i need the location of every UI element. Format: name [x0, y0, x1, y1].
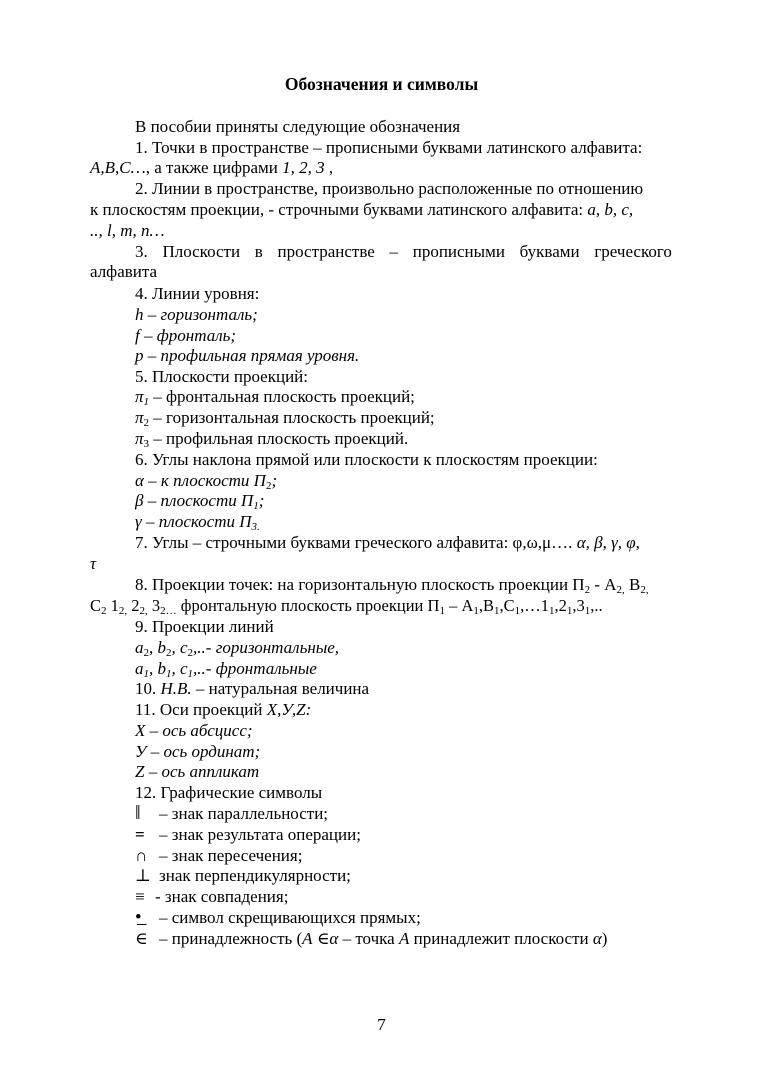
item10-num: 10.	[135, 679, 157, 698]
item3-word: в	[254, 242, 263, 261]
symbol-row-skew	[135, 907, 421, 928]
symbol-row-parallel	[135, 803, 328, 824]
item6-gamma	[135, 511, 260, 532]
item9-sub: 2	[166, 647, 172, 659]
symbol-text: – знак результата операции;	[159, 825, 361, 844]
item8-list: ,С	[499, 596, 515, 615]
intersection-icon: ∩	[135, 846, 148, 865]
item3-word: прописными	[412, 242, 505, 261]
item3-word: греческого	[594, 242, 672, 261]
item8-sub: 1	[584, 605, 591, 617]
item4-f	[135, 325, 236, 346]
item11-axes: X,У,Z:	[266, 700, 312, 719]
gamma-subscript: 3.	[251, 521, 260, 533]
item9-var: a	[135, 638, 144, 657]
symbol-row-result	[135, 824, 361, 845]
item6-beta	[135, 490, 264, 511]
identical-icon: ≡	[135, 887, 145, 906]
item9-horizontal	[135, 637, 339, 658]
item8-one: 1	[106, 596, 119, 615]
item9-var: , c	[171, 638, 188, 657]
alpha-subscript: 2	[265, 480, 272, 492]
pi-symbol: π	[135, 429, 144, 448]
item7-line2	[90, 553, 96, 574]
symbol-text: - знак совпадения;	[155, 887, 289, 906]
item10-line	[135, 678, 369, 699]
beta-subscript: 1	[253, 500, 259, 512]
item11-heading	[135, 699, 311, 720]
parallel-icon: ‖	[135, 802, 141, 824]
item3-word: –	[389, 242, 399, 261]
pi1-text: – фронтальная плоскость проекций;	[149, 387, 415, 406]
item8-sub: 2,	[640, 584, 649, 596]
item2-line3	[90, 220, 165, 241]
beta-text: β – плоскости П	[135, 491, 254, 510]
item8-list: ,…1	[520, 596, 550, 615]
skew-lines-icon: •̲	[135, 907, 142, 928]
item8-sub: 1	[439, 605, 445, 617]
item11-y-text: У – ось ординат;	[135, 742, 261, 761]
gamma-text: γ – плоскости П	[135, 512, 252, 531]
symbol-text: – знак параллельности;	[159, 804, 329, 823]
beta-end: ;	[258, 491, 265, 510]
item4-f-text: f – фронталь;	[135, 326, 237, 345]
item1-letters: A,B,C…	[90, 158, 146, 177]
symbol-text: знак перпендикулярности;	[159, 866, 351, 885]
item8-list: ,3	[572, 596, 585, 615]
item2-letters: a, b, c,	[587, 200, 634, 219]
item11-heading-text: 11. Оси проекций	[135, 700, 263, 719]
equals-icon: =	[135, 825, 145, 844]
item9-sub: 2	[187, 647, 194, 659]
element-of-icon: ∈	[316, 929, 330, 948]
item8-two: 2	[127, 596, 140, 615]
pi1-subscript: 1	[143, 396, 150, 408]
item9-sub: 2	[143, 647, 149, 659]
item1-mid: , а также цифрами	[145, 158, 278, 177]
symbol-row-intersection	[135, 845, 302, 866]
item1-line1: 1. Точки в пространстве – прописными буквами латинского алфавита:	[135, 138, 643, 157]
membership-text: )	[601, 929, 608, 948]
item8-sub: 2,	[139, 605, 148, 617]
item5-pi3	[135, 428, 408, 449]
item10-text: – натуральная величина	[195, 679, 370, 698]
item8-sub: 2	[101, 605, 107, 617]
item8-c: С	[90, 596, 102, 615]
item8-tail: ,..	[590, 596, 603, 615]
pi2-text: – горизонтальная плоскость проекций;	[149, 408, 435, 427]
item8-list: – А	[444, 596, 474, 615]
item5-pi2	[135, 407, 435, 428]
item7-tau: τ	[90, 554, 97, 573]
item8-sub: 2	[584, 584, 591, 596]
item8-text: 8. Проекции точек: на горизонтальную плоскость проекции П	[135, 575, 585, 594]
item2-line2	[90, 199, 633, 220]
item6-heading: 6. Углы наклона прямой или плоскости к плоскостям проекции:	[135, 450, 598, 469]
item5-heading: 5. Плоскости проекций:	[135, 367, 308, 386]
item11-x	[135, 720, 253, 741]
item9-h-text: ,..- горизонтальные,	[193, 638, 340, 657]
element-of-icon: ∈	[135, 929, 148, 948]
item4-p-text: p – профильная прямая уровня.	[135, 346, 360, 365]
pi3-text: – профильная плоскость проекций.	[149, 429, 409, 448]
item9-heading: 9. Проекции линий	[135, 617, 274, 636]
item8-line1	[135, 574, 649, 595]
item9-sub: 1	[166, 668, 172, 680]
item4-h	[135, 304, 258, 325]
item4-h-text: h – горизонталь;	[135, 305, 258, 324]
item4-heading: 4. Линии уровня:	[135, 284, 260, 303]
item2-line3-letters: .., l, m, n…	[90, 221, 165, 240]
item8-line2	[90, 595, 603, 616]
page-number: 7	[377, 1015, 386, 1034]
membership-var: α	[329, 929, 339, 948]
item9-var: , c	[171, 659, 188, 678]
item3-line1	[135, 241, 672, 262]
alpha-text: α – к плоскости П	[135, 471, 266, 490]
membership-var: α	[592, 929, 602, 948]
item9-var: a	[135, 659, 144, 678]
membership-text: – точка	[338, 929, 399, 948]
item8-sub: 2,	[616, 584, 625, 596]
pi2-subscript: 2	[143, 417, 150, 429]
symbol-row-perpendicular	[135, 865, 351, 886]
item8-sub: 1	[494, 605, 500, 617]
item8-list: ,В	[478, 596, 494, 615]
symbol-row-membership	[135, 928, 607, 949]
item1-line2	[90, 157, 333, 178]
item5-pi1	[135, 386, 415, 407]
item7-text: 7. Углы – строчными буквами греческого алфавита: φ,ω,μ….	[135, 533, 573, 552]
item8-sub: 1	[566, 605, 573, 617]
symbol-text: – символ скрещивающихся прямых;	[159, 908, 421, 927]
pi-symbol: π	[135, 387, 144, 406]
item8-list: ,2	[554, 596, 567, 615]
membership-text: – принадлежность (	[159, 929, 303, 948]
item1-digits: 1, 2, 3	[282, 158, 325, 177]
item9-f-text: ,..- фронтальные	[193, 659, 317, 678]
item9-sub: 1	[187, 668, 194, 680]
membership-var: А	[398, 929, 410, 948]
page-title: Обозначения и символы	[284, 74, 479, 94]
item10-abbr: Н.В.	[160, 679, 192, 698]
item8-line2-text: фронтальную плоскость проекции П	[176, 596, 440, 615]
membership-text: принадлежит плоскости	[409, 929, 593, 948]
item11-z-text: Z – ось аппликат	[135, 762, 260, 781]
item9-frontal	[135, 658, 317, 679]
item3-word: пространстве	[277, 242, 375, 261]
pi3-subscript: 3	[143, 438, 150, 450]
item4-p	[135, 345, 359, 366]
item3-word: буквами	[519, 242, 580, 261]
item7-line1	[135, 532, 640, 553]
item11-x-text: X – ось абсцисс;	[135, 721, 253, 740]
item3-word: 3.	[135, 242, 148, 261]
item9-var: , b	[149, 659, 166, 678]
perpendicular-icon: ⊥	[135, 866, 151, 885]
item3-line2: алфавита	[90, 262, 158, 281]
membership-var: А	[302, 929, 313, 948]
item9-var: , b	[149, 638, 166, 657]
intro-line: В пособии приняты следующие обозначения	[135, 117, 461, 136]
item8-b: В	[624, 575, 641, 594]
item7-letters: α, β, γ, φ,	[576, 533, 640, 552]
item8-dash: - А	[590, 575, 617, 594]
item8-three: 3	[147, 596, 161, 615]
item8-sub: 1	[473, 605, 479, 617]
symbol-text: – знак пересечения;	[159, 846, 303, 865]
pi-symbol: π	[135, 408, 144, 427]
item2-line2-text: к плоскостям проекции, - строчными буквами латинского алфавита:	[90, 200, 584, 219]
item8-sub: 2…	[160, 605, 177, 617]
symbol-row-coincidence	[135, 886, 288, 907]
item11-y	[135, 741, 260, 762]
item3-word: Плоскости	[162, 242, 241, 261]
item11-z	[135, 761, 259, 782]
item9-sub: 1	[143, 668, 149, 680]
alpha-end: ;	[271, 471, 278, 490]
item12-heading: 12. Графические символы	[135, 783, 323, 802]
item6-alpha	[135, 470, 277, 491]
item2-line1: 2. Линии в пространстве, произвольно расположенные по отношению	[135, 179, 644, 198]
item8-sub: 2,	[118, 605, 128, 617]
item8-sub: 1	[549, 605, 555, 617]
item1-end: ,	[328, 158, 334, 177]
item8-sub: 1	[514, 605, 521, 617]
